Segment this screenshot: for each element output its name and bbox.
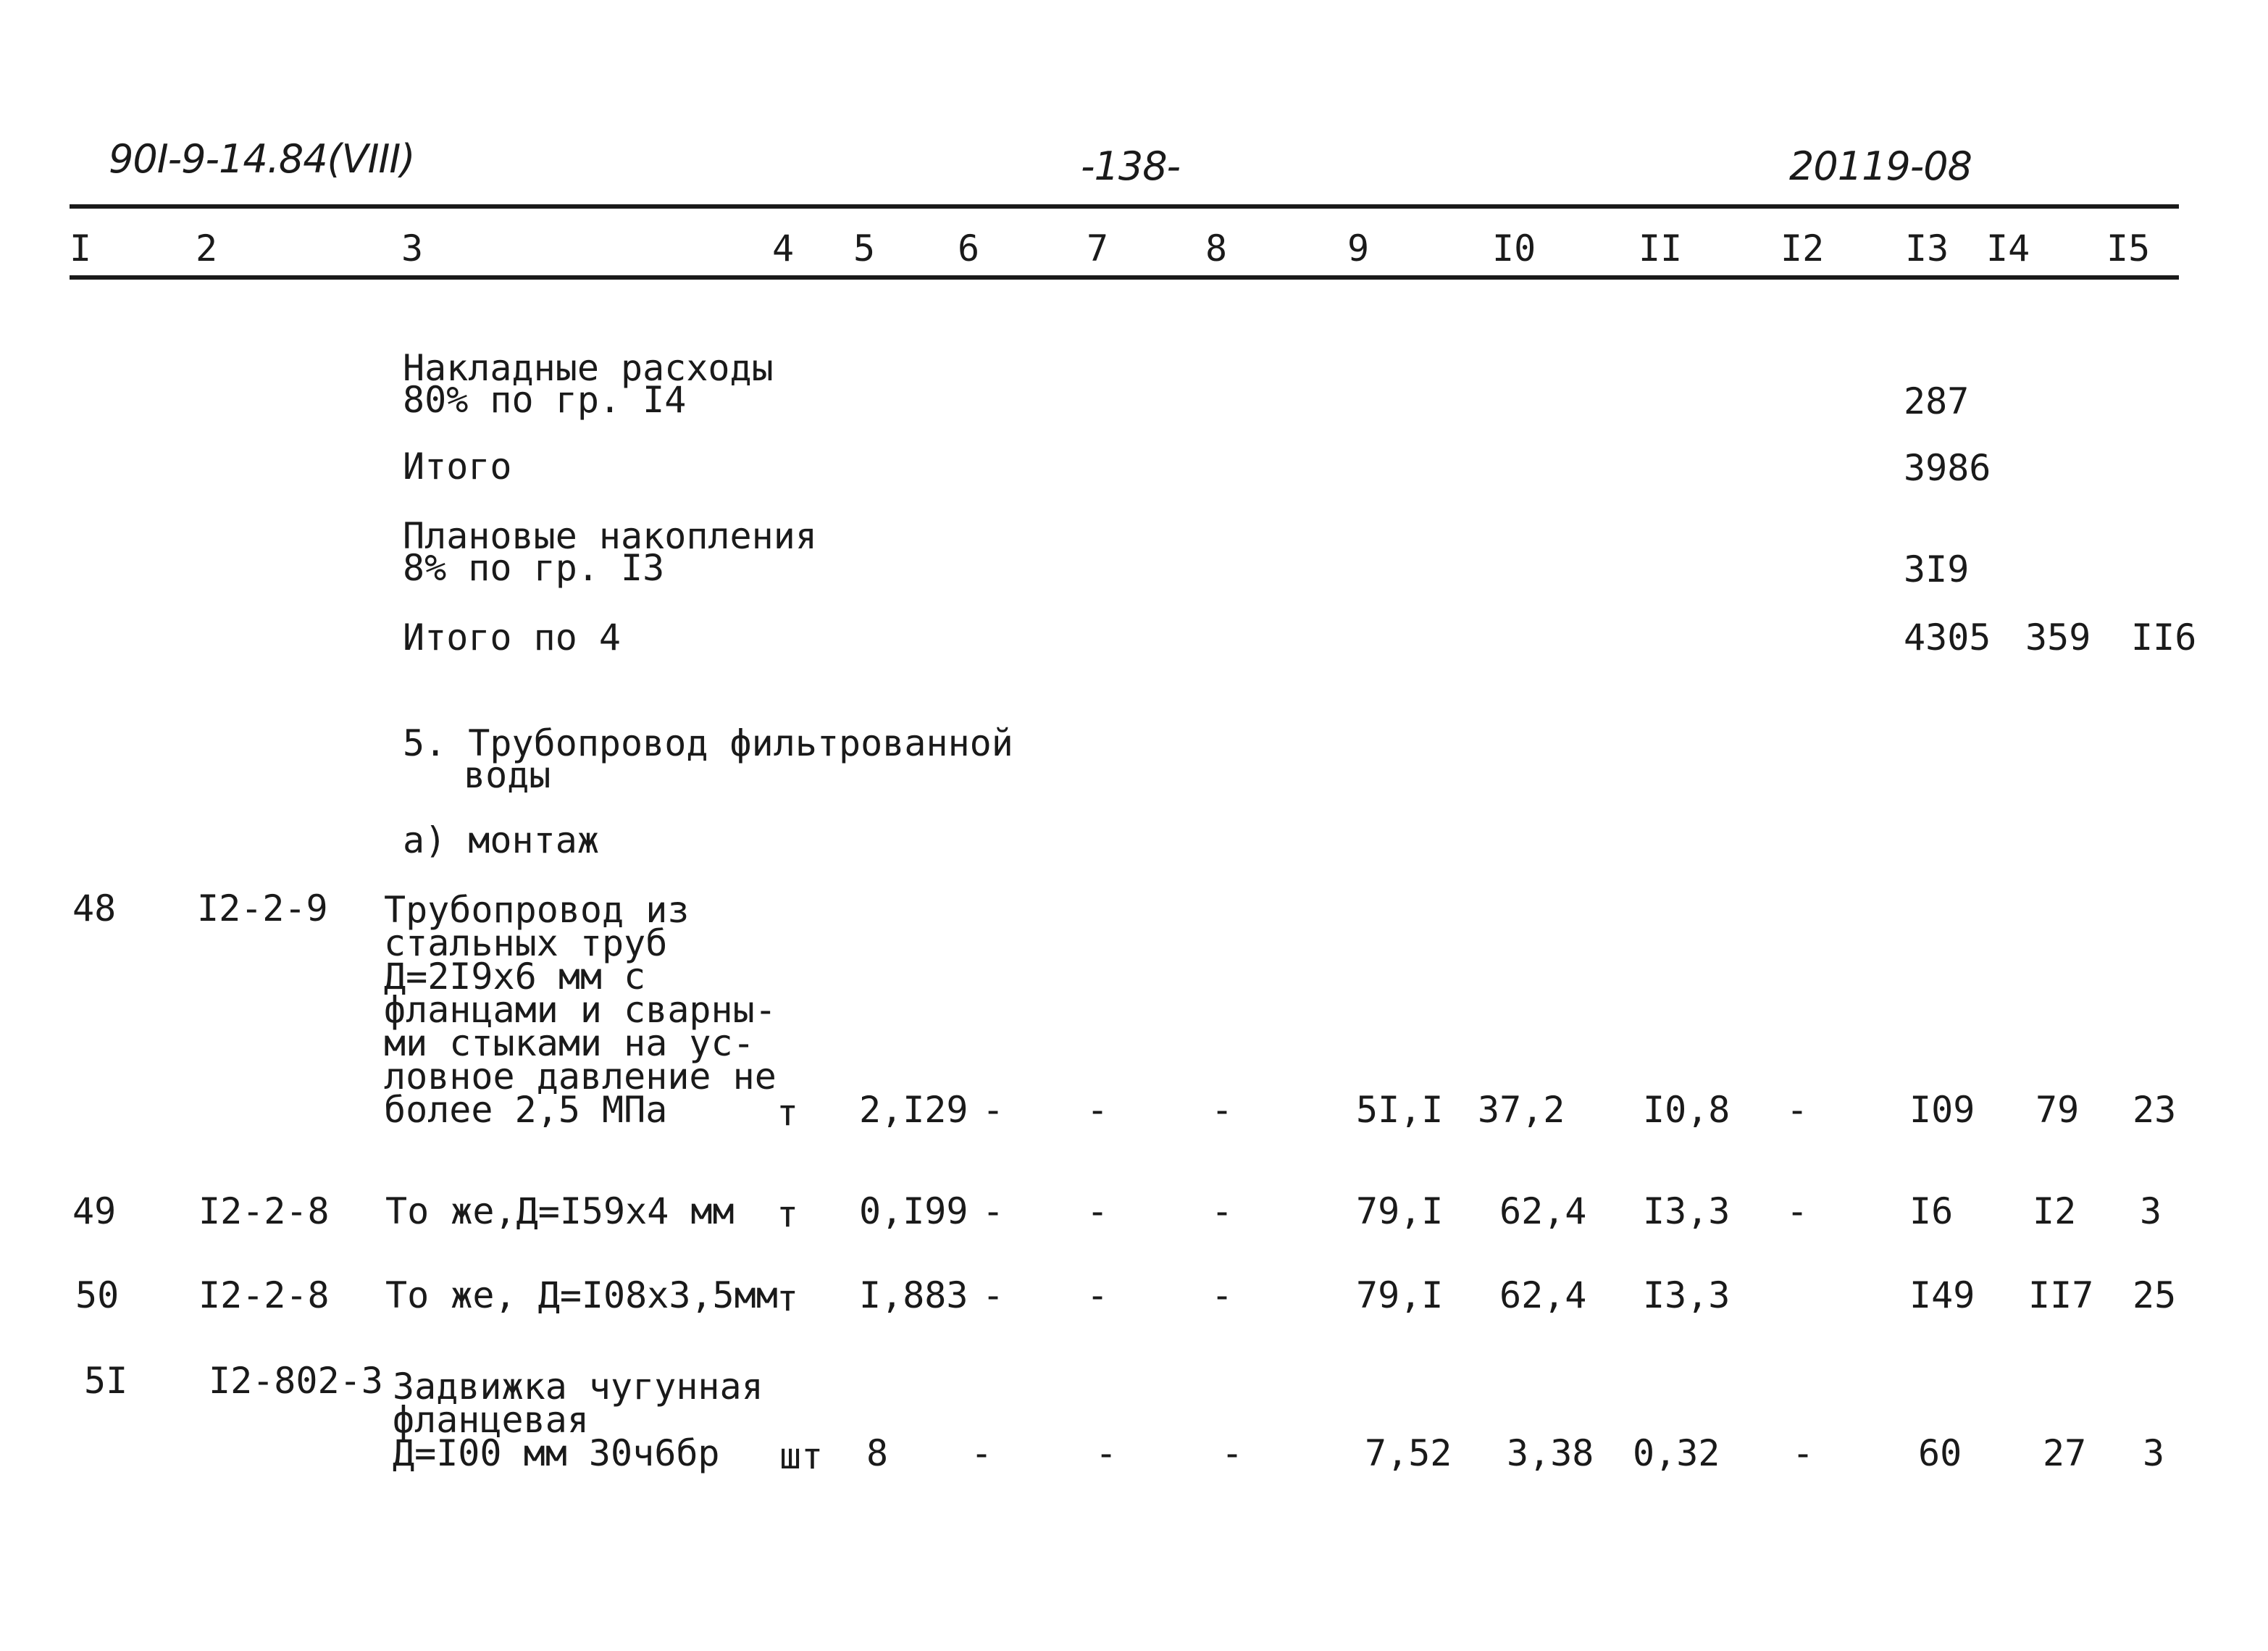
row-code: I2-2-8 [198,1190,330,1232]
row-desc-line: фланцевая [393,1399,589,1441]
row-col14: 79 [2035,1089,2080,1131]
row-number: 49 [72,1190,117,1232]
row-col11: I3,3 [1643,1190,1731,1232]
row-col8: - [1211,1089,1234,1131]
row-col13: I09 [1909,1089,1975,1131]
row-desc-line: Трубопровод из [384,889,690,931]
col-header-15: I5 [2106,227,2151,269]
header-rule-bottom [70,275,2179,280]
row-col12: - [1792,1432,1815,1474]
row-qty: 8 [866,1432,889,1474]
row-col15: 25 [2133,1274,2177,1316]
row-desc-line: стальных труб [384,922,668,964]
row-unit: т [777,1092,799,1134]
row-col11: 0,32 [1633,1432,1720,1474]
row-qty: I,883 [859,1274,968,1316]
col-header-6: 6 [958,227,980,269]
planned-label-line1: Плановые накопления [403,515,817,557]
total4-col15: II6 [2131,616,2197,659]
row-col9: 79,I [1356,1190,1444,1232]
total4-col14: 359 [2025,616,2091,659]
row-number: 48 [72,887,117,929]
row-col7: - [1087,1089,1109,1131]
col-header-1: I [70,227,92,269]
overhead-value: 287 [1904,380,1970,422]
row-col8: - [1211,1274,1234,1316]
row-desc-line: Задвижка чугунная [393,1366,763,1408]
header-rule-top [70,204,2179,209]
row-col10: 62,4 [1499,1274,1587,1316]
row-desc-line: ми стыками на ус- [384,1022,755,1064]
row-col12: - [1786,1190,1809,1232]
row-code: I2-2-9 [197,887,328,929]
row-col6: - [982,1274,1005,1316]
total4-label: Итого по 4 [403,616,622,659]
col-header-12: I2 [1780,227,1825,269]
row-desc-line: Д=I00 мм 30ч6бр [393,1432,720,1474]
row-qty: 0,I99 [859,1190,968,1232]
col-header-5: 5 [853,227,876,269]
row-code: I2-802-3 [209,1360,383,1402]
planned-value: 3I9 [1904,548,1970,590]
row-col10: 3,38 [1507,1432,1594,1474]
overhead-label-line1: Накладные расходы [403,347,774,389]
row-col8: - [1211,1190,1234,1232]
row-desc-line: То же, Д=I08х3,5мм [385,1274,778,1316]
row-col7: - [1095,1432,1118,1474]
row-desc-line: фланцами и сварны- [384,989,777,1031]
overhead-label-line2: 80% по гр. I4 [403,379,687,421]
section-title-line1: 5. Трубопровод фильтрованной [403,722,1013,764]
col-header-11: II [1639,227,1683,269]
row-col7: - [1087,1274,1109,1316]
page-number: -138- [1081,143,1181,189]
row-qty: 2,I29 [859,1089,968,1131]
row-col6: - [982,1190,1005,1232]
row-col13: I6 [1909,1190,1954,1232]
row-number: 5I [84,1360,128,1402]
row-col7: - [1087,1190,1109,1232]
row-col12: - [1786,1089,1809,1131]
document-id: 20119-08 [1789,143,1972,189]
row-col11: I3,3 [1643,1274,1731,1316]
col-header-7: 7 [1087,227,1109,269]
col-header-2: 2 [196,227,218,269]
row-col14: II7 [2028,1274,2094,1316]
total4-col13: 4305 [1904,616,1991,659]
row-unit: т [777,1277,799,1319]
row-col13: I49 [1909,1274,1975,1316]
row-number: 50 [75,1274,120,1316]
col-header-14: I4 [1986,227,2030,269]
row-unit: т [777,1193,799,1235]
row-col15: 23 [2133,1089,2177,1131]
row-col10: 62,4 [1499,1190,1587,1232]
col-header-8: 8 [1205,227,1228,269]
row-col8: - [1221,1432,1244,1474]
row-desc-line: ловное давление не [384,1056,777,1098]
section-title-line2: воды [464,754,551,796]
planned-label-line2: 8% по гр. I3 [403,547,665,589]
document-code: 90I-9-14.84(VIII) [109,136,415,182]
col-header-10: I0 [1492,227,1536,269]
col-header-4: 4 [772,227,795,269]
section-subtitle: а) монтаж [403,819,599,861]
row-col11: I0,8 [1643,1089,1731,1131]
row-col14: I2 [2033,1190,2077,1232]
row-code: I2-2-8 [198,1274,330,1316]
row-col15: 3 [2143,1432,2165,1474]
row-col9: 5I,I [1356,1089,1444,1131]
row-col13: 60 [1918,1432,1962,1474]
col-header-9: 9 [1347,227,1370,269]
col-header-13: I3 [1905,227,1949,269]
row-col9: 7,52 [1365,1432,1452,1474]
row-col10: 37,2 [1478,1089,1565,1131]
row-desc-line: более 2,5 МПа [384,1089,668,1131]
row-desc-line: То же,Д=I59х4 мм [385,1190,735,1232]
col-header-3: 3 [401,227,424,269]
total-label: Итого [403,446,512,488]
row-col9: 79,I [1356,1274,1444,1316]
row-col6: - [971,1432,993,1474]
row-unit: шт [779,1435,824,1477]
row-desc-line: Д=2I9х6 мм с [384,956,646,998]
row-col14: 27 [2043,1432,2087,1474]
row-col6: - [982,1089,1005,1131]
row-col15: 3 [2140,1190,2162,1232]
total-value: 3986 [1904,447,1991,489]
